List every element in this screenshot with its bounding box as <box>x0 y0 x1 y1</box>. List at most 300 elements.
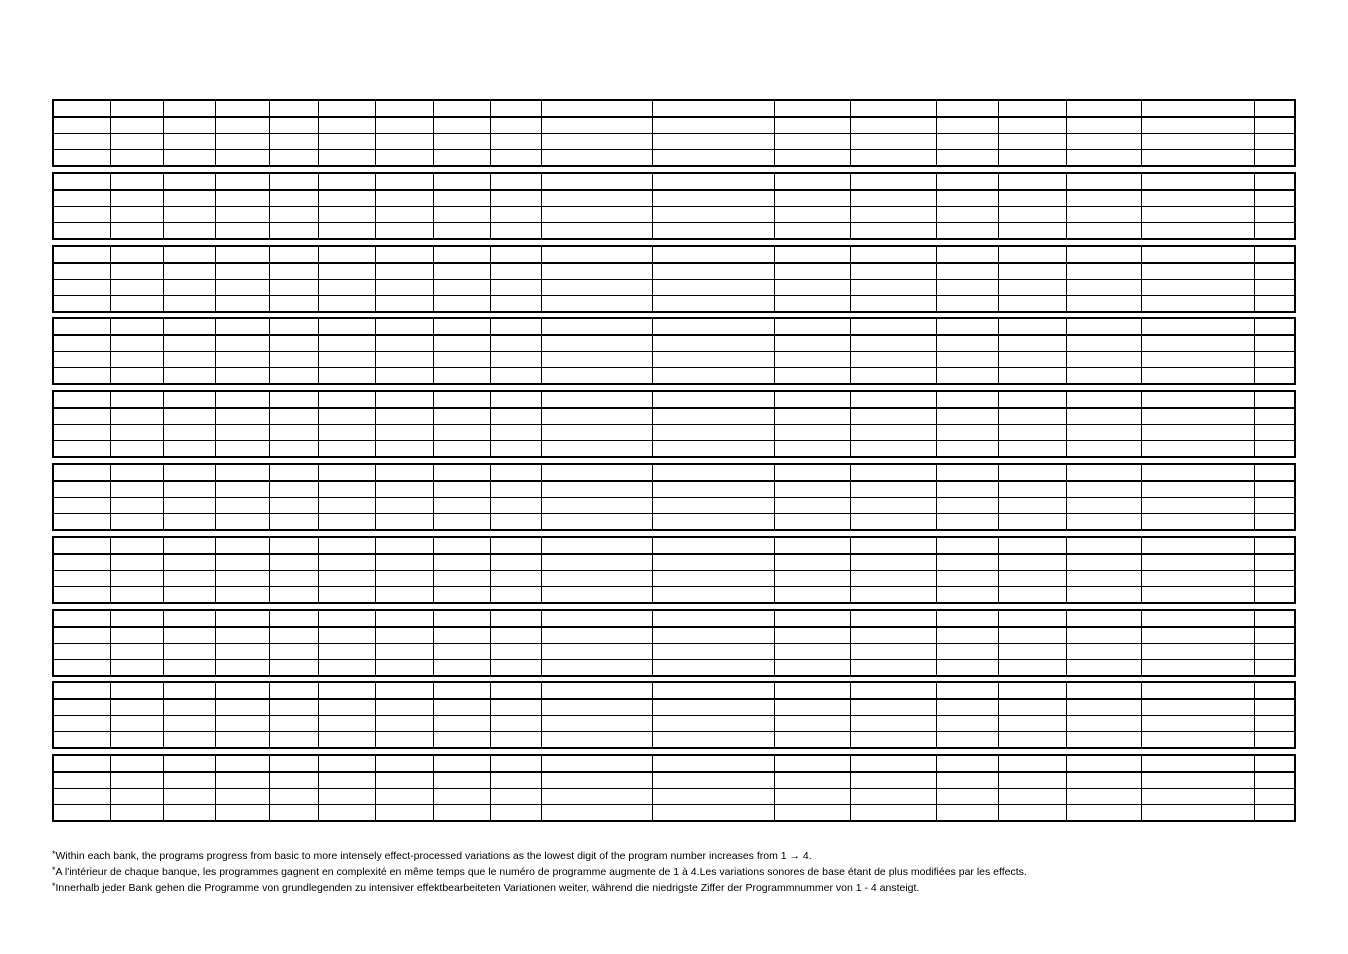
table-cell <box>652 587 774 604</box>
program-row <box>53 772 1295 789</box>
table-cell <box>774 755 850 772</box>
table-cell <box>433 263 490 280</box>
bank-header-row <box>53 755 1295 772</box>
table-cell <box>998 805 1066 822</box>
table-cell <box>998 610 1066 627</box>
table-cell <box>1066 100 1141 117</box>
table-cell <box>318 246 375 263</box>
table-cell <box>433 682 490 699</box>
table-cell <box>998 772 1066 789</box>
table-cell <box>110 682 163 699</box>
table-cell <box>318 100 375 117</box>
table-cell <box>163 772 215 789</box>
table-cell <box>1141 481 1254 498</box>
table-cell <box>215 441 269 458</box>
table-cell <box>774 682 850 699</box>
table-cell <box>53 805 110 822</box>
table-cell <box>433 207 490 223</box>
table-cell <box>375 100 433 117</box>
table-cell <box>774 498 850 514</box>
table-cell <box>774 481 850 498</box>
table-cell <box>375 173 433 190</box>
table-cell <box>936 190 998 207</box>
table-cell <box>936 408 998 425</box>
table-cell <box>998 716 1066 732</box>
bank-header-row <box>53 318 1295 335</box>
table-cell <box>375 481 433 498</box>
table-cell <box>53 391 110 408</box>
table-cell <box>541 318 652 335</box>
table-cell <box>850 554 936 571</box>
table-cell <box>110 789 163 805</box>
table-cell <box>936 117 998 134</box>
table-cell <box>1141 537 1254 554</box>
table-cell <box>53 117 110 134</box>
table-cell <box>490 190 541 207</box>
table-cell <box>433 117 490 134</box>
table-cell <box>375 296 433 313</box>
table-cell <box>163 699 215 716</box>
table-cell <box>774 100 850 117</box>
bank-header-row <box>53 682 1295 699</box>
table-cell <box>774 173 850 190</box>
table-cell <box>1141 716 1254 732</box>
table-cell <box>774 699 850 716</box>
table-cell <box>269 296 318 313</box>
table-cell <box>1254 223 1295 240</box>
table-cell <box>541 391 652 408</box>
table-cell <box>110 587 163 604</box>
table-cell <box>1254 627 1295 644</box>
table-cell <box>163 173 215 190</box>
table-cell <box>774 150 850 167</box>
table-cell <box>774 610 850 627</box>
table-cell <box>936 100 998 117</box>
table-cell <box>541 100 652 117</box>
table-cell <box>215 498 269 514</box>
table-cell <box>1066 716 1141 732</box>
table-cell <box>541 425 652 441</box>
footnote-mark: * <box>52 881 56 891</box>
bank-table <box>52 681 1296 749</box>
table-cell <box>850 280 936 296</box>
table-cell <box>936 318 998 335</box>
table-cell <box>269 481 318 498</box>
table-cell <box>1141 207 1254 223</box>
bank-table <box>52 172 1296 240</box>
table-cell <box>998 660 1066 677</box>
table-cell <box>490 100 541 117</box>
table-cell <box>652 537 774 554</box>
table-cell <box>269 408 318 425</box>
table-cell <box>433 627 490 644</box>
table-cell <box>318 352 375 368</box>
table-cell <box>163 805 215 822</box>
table-cell <box>850 190 936 207</box>
table-cell <box>1066 408 1141 425</box>
table-cell <box>215 571 269 587</box>
table-cell <box>110 644 163 660</box>
table-cell <box>1066 190 1141 207</box>
table-cell <box>375 368 433 385</box>
table-cell <box>215 368 269 385</box>
bank-header-row <box>53 537 1295 554</box>
table-cell <box>215 732 269 749</box>
table-cell <box>998 207 1066 223</box>
table-cell <box>850 117 936 134</box>
table-cell <box>1254 150 1295 167</box>
table-cell <box>490 498 541 514</box>
table-cell <box>490 627 541 644</box>
table-cell <box>490 805 541 822</box>
table-cell <box>110 368 163 385</box>
table-cell <box>490 173 541 190</box>
table-cell <box>1254 352 1295 368</box>
table-cell <box>269 246 318 263</box>
table-cell <box>652 732 774 749</box>
table-cell <box>215 117 269 134</box>
table-cell <box>490 296 541 313</box>
footnotes <box>52 848 1312 896</box>
table-cell <box>375 537 433 554</box>
table-cell <box>1066 660 1141 677</box>
table-cell <box>375 190 433 207</box>
table-cell <box>850 755 936 772</box>
table-cell <box>652 789 774 805</box>
table-cell <box>490 571 541 587</box>
table-cell <box>1141 587 1254 604</box>
table-cell <box>774 425 850 441</box>
table-cell <box>936 173 998 190</box>
table-cell <box>490 789 541 805</box>
table-cell <box>53 732 110 749</box>
table-cell <box>318 368 375 385</box>
table-cell <box>998 464 1066 481</box>
table-cell <box>541 682 652 699</box>
table-cell <box>269 190 318 207</box>
table-cell <box>490 772 541 789</box>
table-cell <box>652 223 774 240</box>
table-cell <box>433 280 490 296</box>
table-cell <box>269 207 318 223</box>
table-cell <box>1066 732 1141 749</box>
table-cell <box>1141 610 1254 627</box>
table-cell <box>541 408 652 425</box>
table-cell <box>269 498 318 514</box>
table-cell <box>1254 246 1295 263</box>
table-cell <box>490 699 541 716</box>
table-cell <box>433 425 490 441</box>
table-cell <box>215 554 269 571</box>
table-cell <box>541 732 652 749</box>
table-cell <box>774 805 850 822</box>
table-cell <box>163 263 215 280</box>
bank-table <box>52 99 1296 167</box>
table-cell <box>652 571 774 587</box>
table-cell <box>850 134 936 150</box>
table-cell <box>375 514 433 531</box>
table-cell <box>652 682 774 699</box>
table-cell <box>998 644 1066 660</box>
table-cell <box>110 610 163 627</box>
table-cell <box>110 464 163 481</box>
table-cell <box>318 571 375 587</box>
table-cell <box>652 498 774 514</box>
table-cell <box>269 537 318 554</box>
table-cell <box>1141 789 1254 805</box>
table-cell <box>110 441 163 458</box>
table-cell <box>1254 682 1295 699</box>
table-cell <box>1066 296 1141 313</box>
table-cell <box>936 805 998 822</box>
table-cell <box>269 441 318 458</box>
table-cell <box>318 755 375 772</box>
table-cell <box>998 682 1066 699</box>
table-cell <box>1141 699 1254 716</box>
table-cell <box>215 805 269 822</box>
table-cell <box>490 335 541 352</box>
table-cell <box>1254 296 1295 313</box>
table-cell <box>269 280 318 296</box>
program-row <box>53 716 1295 732</box>
table-cell <box>490 514 541 531</box>
table-cell <box>936 464 998 481</box>
table-cell <box>1141 441 1254 458</box>
table-cell <box>433 391 490 408</box>
table-cell <box>850 263 936 280</box>
table-cell <box>163 246 215 263</box>
table-cell <box>1141 190 1254 207</box>
table-cell <box>1254 554 1295 571</box>
table-cell <box>850 627 936 644</box>
table-cell <box>375 280 433 296</box>
table-cell <box>652 246 774 263</box>
table-cell <box>433 716 490 732</box>
table-cell <box>850 789 936 805</box>
table-cell <box>1254 280 1295 296</box>
table-cell <box>433 352 490 368</box>
table-cell <box>998 789 1066 805</box>
table-cell <box>1254 732 1295 749</box>
table-cell <box>998 571 1066 587</box>
table-cell <box>269 660 318 677</box>
table-cell <box>541 772 652 789</box>
table-cell <box>1141 498 1254 514</box>
table-cell <box>998 441 1066 458</box>
table-cell <box>318 682 375 699</box>
table-cell <box>375 732 433 749</box>
table-cell <box>53 755 110 772</box>
table-cell <box>1066 571 1141 587</box>
table-cell <box>269 425 318 441</box>
table-cell <box>541 587 652 604</box>
table-cell <box>269 587 318 604</box>
program-row <box>53 190 1295 207</box>
table-cell <box>163 755 215 772</box>
table-cell <box>163 464 215 481</box>
table-cell <box>850 441 936 458</box>
table-cell <box>774 352 850 368</box>
table-cell <box>774 408 850 425</box>
table-cell <box>110 514 163 531</box>
table-cell <box>541 464 652 481</box>
footnote-text: Innerhalb jeder Bank gehen die Programme von grundlegenden zu intensiver effektbearbeiteten Variationen weiter, während die niedrigste Ziffer der Programmnummer von 1 - 4 ansteigt. <box>55 882 920 894</box>
table-cell <box>998 134 1066 150</box>
table-cell <box>541 296 652 313</box>
table-cell <box>1066 537 1141 554</box>
table-cell <box>53 134 110 150</box>
table-cell <box>774 263 850 280</box>
table-cell <box>998 335 1066 352</box>
table-cell <box>1141 134 1254 150</box>
table-cell <box>936 296 998 313</box>
table-cell <box>375 660 433 677</box>
table-cell <box>652 296 774 313</box>
table-cell <box>998 263 1066 280</box>
table-cell <box>110 481 163 498</box>
table-cell <box>1141 263 1254 280</box>
table-cell <box>433 772 490 789</box>
table-cell <box>998 554 1066 571</box>
table-cell <box>490 223 541 240</box>
table-cell <box>541 190 652 207</box>
program-row <box>53 425 1295 441</box>
table-cell <box>433 514 490 531</box>
table-cell <box>490 554 541 571</box>
table-cell <box>936 571 998 587</box>
table-cell <box>163 716 215 732</box>
program-row <box>53 699 1295 716</box>
table-cell <box>1141 514 1254 531</box>
table-cell <box>774 190 850 207</box>
table-cell <box>433 441 490 458</box>
program-row <box>53 207 1295 223</box>
table-cell <box>269 554 318 571</box>
table-cell <box>850 223 936 240</box>
table-cell <box>215 134 269 150</box>
table-cell <box>433 571 490 587</box>
table-cell <box>375 571 433 587</box>
table-cell <box>53 789 110 805</box>
table-cell <box>163 537 215 554</box>
table-cell <box>269 464 318 481</box>
program-row <box>53 280 1295 296</box>
table-cell <box>774 441 850 458</box>
bank-header-row <box>53 173 1295 190</box>
table-cell <box>541 280 652 296</box>
table-cell <box>163 100 215 117</box>
table-cell <box>1066 246 1141 263</box>
table-cell <box>936 441 998 458</box>
table-cell <box>850 173 936 190</box>
table-cell <box>1141 571 1254 587</box>
table-cell <box>936 368 998 385</box>
table-cell <box>53 223 110 240</box>
program-row <box>53 789 1295 805</box>
table-cell <box>433 660 490 677</box>
table-cell <box>375 554 433 571</box>
program-row <box>53 441 1295 458</box>
table-cell <box>490 732 541 749</box>
table-cell <box>110 318 163 335</box>
table-cell <box>53 318 110 335</box>
table-cell <box>53 441 110 458</box>
bank-header-row <box>53 464 1295 481</box>
table-cell <box>375 425 433 441</box>
table-cell <box>1141 660 1254 677</box>
table-cell <box>774 644 850 660</box>
table-cell <box>433 296 490 313</box>
table-cell <box>490 368 541 385</box>
table-cell <box>269 134 318 150</box>
table-cell <box>375 246 433 263</box>
table-cell <box>163 391 215 408</box>
table-cell <box>1066 173 1141 190</box>
table-cell <box>541 246 652 263</box>
table-cell <box>110 150 163 167</box>
table-cell <box>652 368 774 385</box>
table-cell <box>433 498 490 514</box>
table-cell <box>1141 464 1254 481</box>
table-cell <box>215 627 269 644</box>
table-cell <box>215 207 269 223</box>
table-cell <box>1066 464 1141 481</box>
table-cell <box>1141 100 1254 117</box>
table-cell <box>490 425 541 441</box>
table-cell <box>936 352 998 368</box>
table-cell <box>850 150 936 167</box>
table-cell <box>269 644 318 660</box>
table-cell <box>1066 805 1141 822</box>
table-cell <box>774 318 850 335</box>
table-cell <box>163 425 215 441</box>
table-cell <box>850 296 936 313</box>
table-cell <box>936 498 998 514</box>
table-cell <box>215 464 269 481</box>
table-cell <box>936 335 998 352</box>
table-cell <box>1254 134 1295 150</box>
table-cell <box>998 246 1066 263</box>
table-cell <box>53 263 110 280</box>
table-cell <box>541 789 652 805</box>
table-cell <box>490 391 541 408</box>
table-cell <box>936 699 998 716</box>
table-cell <box>375 464 433 481</box>
table-cell <box>1066 498 1141 514</box>
table-cell <box>652 134 774 150</box>
table-cell <box>215 263 269 280</box>
table-cell <box>652 425 774 441</box>
table-cell <box>490 644 541 660</box>
table-cell <box>110 100 163 117</box>
table-cell <box>318 660 375 677</box>
table-cell <box>318 425 375 441</box>
table-cell <box>215 173 269 190</box>
table-cell <box>433 134 490 150</box>
table-cell <box>652 554 774 571</box>
table-cell <box>163 134 215 150</box>
table-cell <box>53 587 110 604</box>
table-cell <box>375 223 433 240</box>
table-cell <box>541 716 652 732</box>
table-cell <box>1141 682 1254 699</box>
table-cell <box>269 173 318 190</box>
table-cell <box>110 755 163 772</box>
table-cell <box>215 644 269 660</box>
table-cell <box>318 134 375 150</box>
table-cell <box>998 514 1066 531</box>
table-cell <box>652 280 774 296</box>
